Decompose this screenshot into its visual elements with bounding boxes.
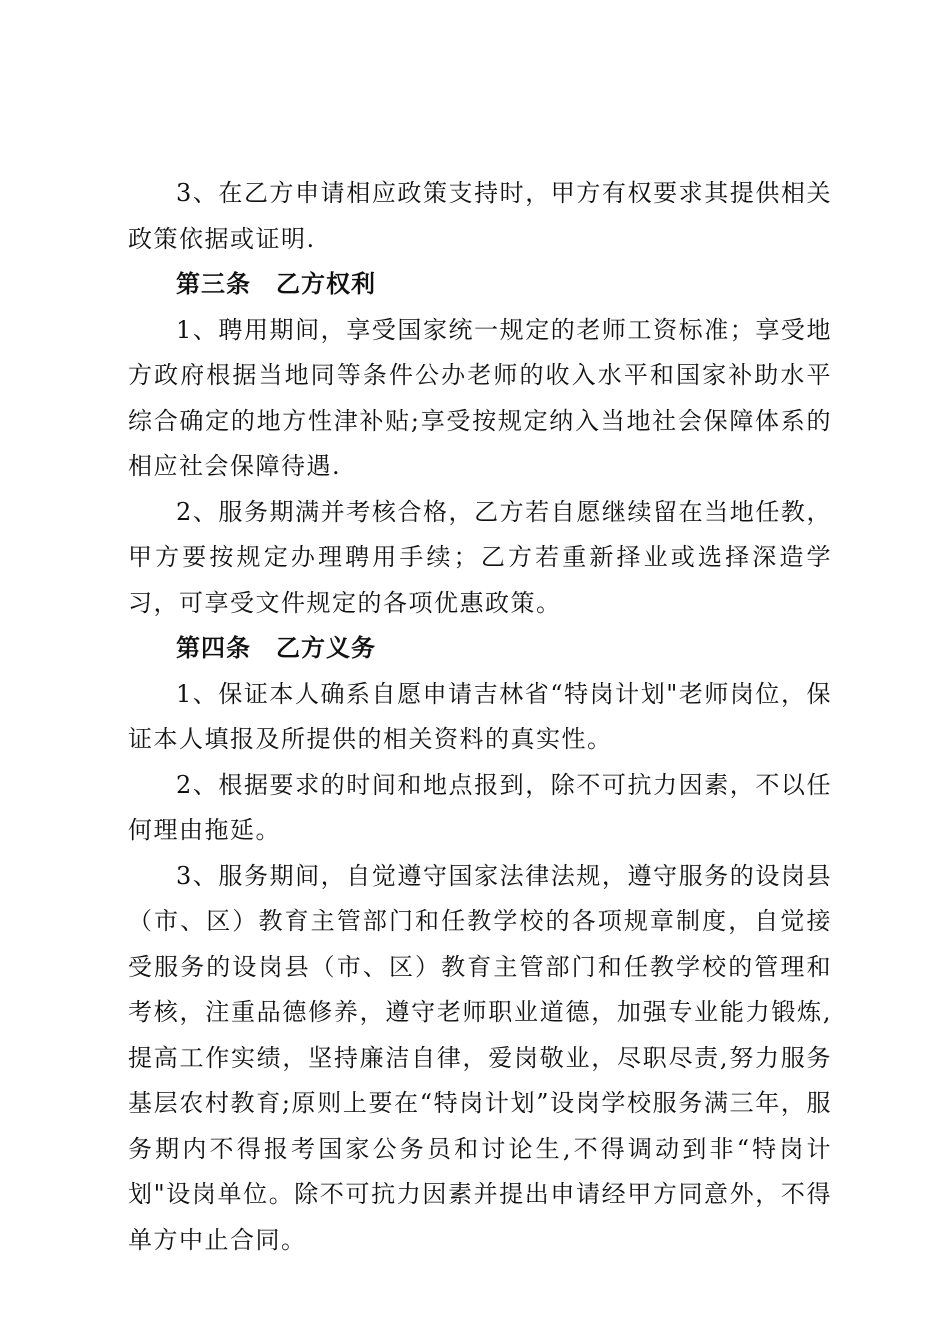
paragraph-party-b-duty-2: 2、根据要求的时间和地点报到，除不可抗力因素，不以任何理由拖延。 <box>128 770 832 844</box>
paragraph-party-b-duty-3: 3、服务期间，自觉遵守国家法律法规，遵守服务的设岗县（市、区）教育主管部门和任教学校的各项规章制度，自觉接受服务的设岗县（市、区）教育主管部门和任教学校的管理和考核，注重品德修养，遵守老师职业道德，加强专业能力锻炼,提高工作实绩，坚持廉洁自律，爱岗敬业，尽职尽责,努力服务基层农村教育;原则上要在“特岗计划”设岗学校服务满三年，服务期内不得报考国家公务员和讨论生,不得调动到非“特岗计划"设岗单位。除不可抗力因素并提出申请经甲方同意外，不得单方中止合同。 <box>128 861 832 1254</box>
paragraph-party-b-right-1: 1、聘用期间，享受国家统一规定的老师工资标准；享受地方政府根据当地同等条件公办老师的收入水平和国家补助水平综合确定的地方性津补贴;享受按规定纳入当地社会保障体系的相应社会保障待遇. <box>128 315 832 480</box>
paragraph-party-a-right-3: 3、在乙方申请相应政策支持时，甲方有权要求其提供相关政策依据或证明. <box>128 179 832 253</box>
paragraph-party-b-duty-1: 1、保证本人确系自愿申请吉林省“特岗计划"老师岗位，保证本人填报及所提供的相关资料的真实性。 <box>128 679 832 753</box>
document-body <box>128 171 832 1263</box>
article-3-heading: 第三条 乙方权利 <box>176 270 376 298</box>
article-4-heading: 第四条 乙方义务 <box>176 634 376 662</box>
paragraph-party-b-right-2: 2、服务期满并考核合格，乙方若自愿继续留在当地任教，甲方要按规定办理聘用手续；乙方若重新择业或选择深造学习，可享受文件规定的各项优惠政策。 <box>128 497 832 617</box>
